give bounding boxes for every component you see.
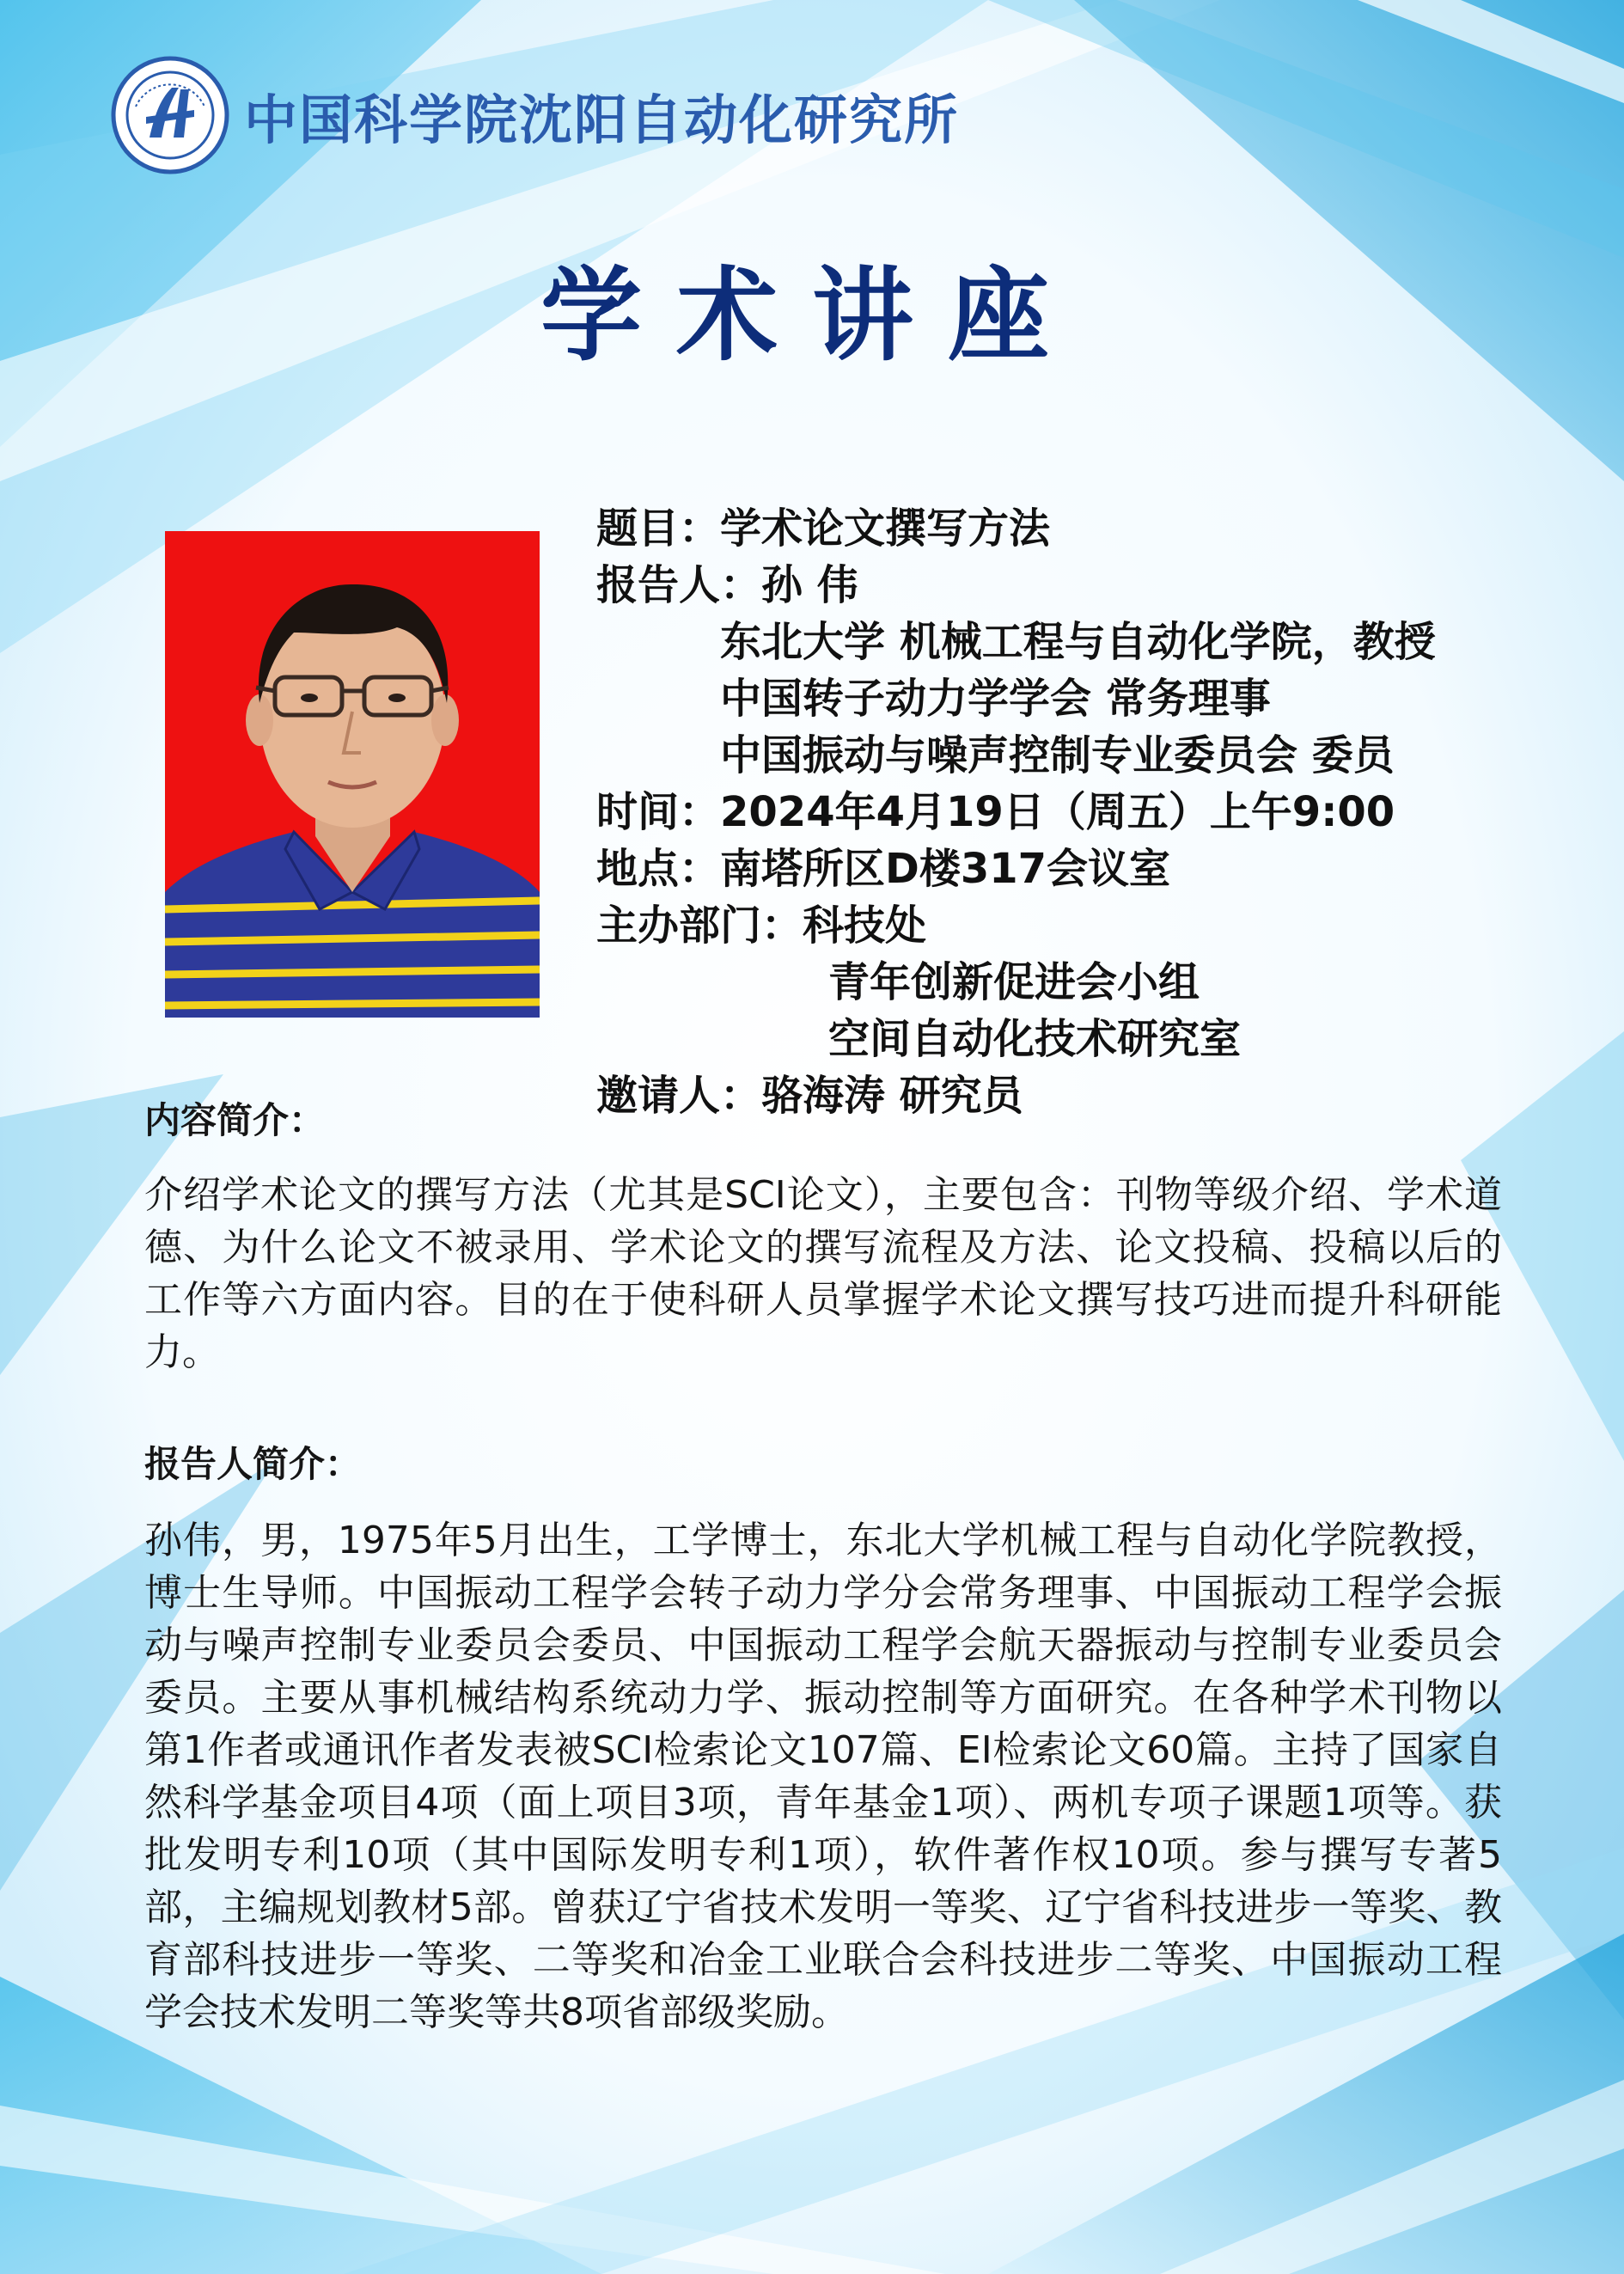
header (110, 55, 959, 175)
time-line: 时间：2024年4月19日（周五）上午9:00 (596, 788, 1395, 836)
speaker-intro-section (144, 1440, 1502, 2039)
speaker-title: 东北大学 机械工程与自动化学院，教授 (720, 618, 1436, 666)
page-title: 学术讲座 (540, 256, 1084, 375)
content-intro-heading: 内容简介： (144, 1099, 326, 1141)
co-organizer: 青年创新促进会小组 (828, 958, 1200, 1006)
speaker-photo (165, 531, 540, 1018)
topic-line: 题目：学术论文撰写方法 (596, 504, 1051, 553)
speaker-title: 中国振动与噪声控制专业委员会 委员 (720, 731, 1395, 779)
speaker-intro-heading: 报告人简介： (144, 1443, 362, 1485)
co-organizer: 空间自动化技术研究室 (828, 1015, 1242, 1063)
inviter-line: 邀请人：骆海涛 研究员 (596, 1072, 1023, 1120)
speaker-title: 中国转子动力学学会 常务理事 (720, 675, 1271, 723)
speaker-intro-text: 孙伟，男，1975年5月出生，工学博士，东北大学机械工程与自动化学院教授，博士生导师。中国振动工程学会转子动力学分会常务理事、中国振动工程学会振动与噪声控制专业委员会委员、中国振动工程学会航天器振动与控制专业委员会委员。主要从事机械结构系统动力学、振动控制等方面研究。在各种学术刊物以第1作者或通讯作者发表被SCI检索论文107篇、EI检索论文60篇。主持了国家自然科学基金项目4项（面上项目3项，青年基金1项）、两机专项子课题1项等。获批发明专利10项（其中国际发明专利1项），软件著作权10项。参与撰写专著5部，主编规划教材5部。曾获辽宁省技术发明一等奖、辽宁省科技进步一等奖、教育部科技进步一等奖、二等奖和冶金工业联合会科技进步二等奖、中国振动工程学会技术发明二等奖等共8项省部级奖励。 (144, 1519, 1502, 2034)
speaker-line: 报告人：孙 伟 (596, 561, 858, 609)
organizer-line: 主办部门：科技处 (596, 902, 927, 950)
institute-name: 中国科学院沈阳自动化研究所 (244, 88, 960, 151)
content-intro-text: 介绍学术论文的撰写方法（尤其是SCI论文），主要包含：刊物等级介绍、学术道德、为什么论文不被录用、学术论文的撰写流程及方法、论文投稿、投稿以后的工作等六方面内容。目的在于使科研人员掌握学术论文撰写技巧进而提升科研能力。 (144, 1173, 1502, 1374)
content-intro-section (144, 1097, 1502, 1378)
event-info (596, 500, 1567, 1124)
location-line: 地点：南塔所区D楼317会议室 (596, 845, 1171, 893)
institute-emblem-logo (110, 55, 230, 175)
